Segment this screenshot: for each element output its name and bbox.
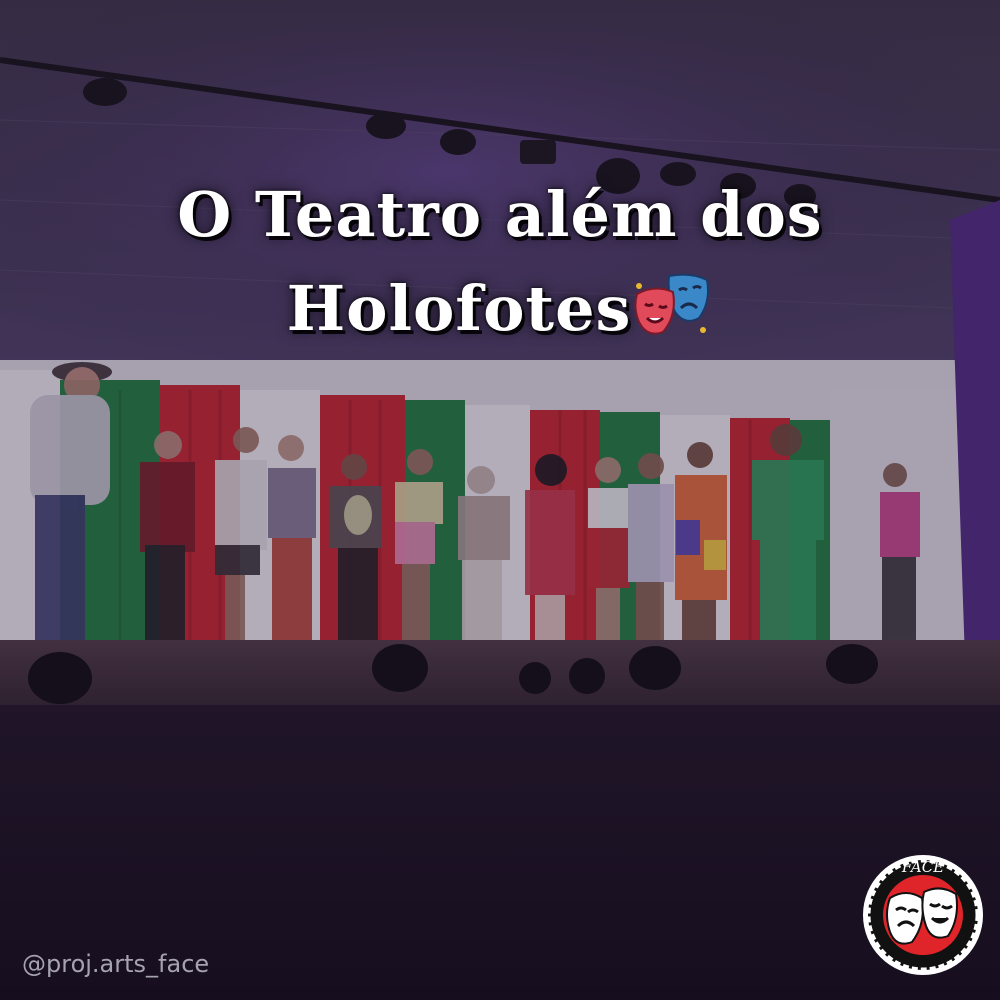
theater-masks-icon [633,272,713,342]
face-logo [860,852,986,978]
title-line-1: O Teatro além dos [177,178,823,251]
logo-text: FACE [901,858,945,876]
instagram-handle: @proj.arts_face [22,950,210,978]
title-line-2 [0,272,1000,345]
title-line-2-text: Holofotes [286,272,632,345]
